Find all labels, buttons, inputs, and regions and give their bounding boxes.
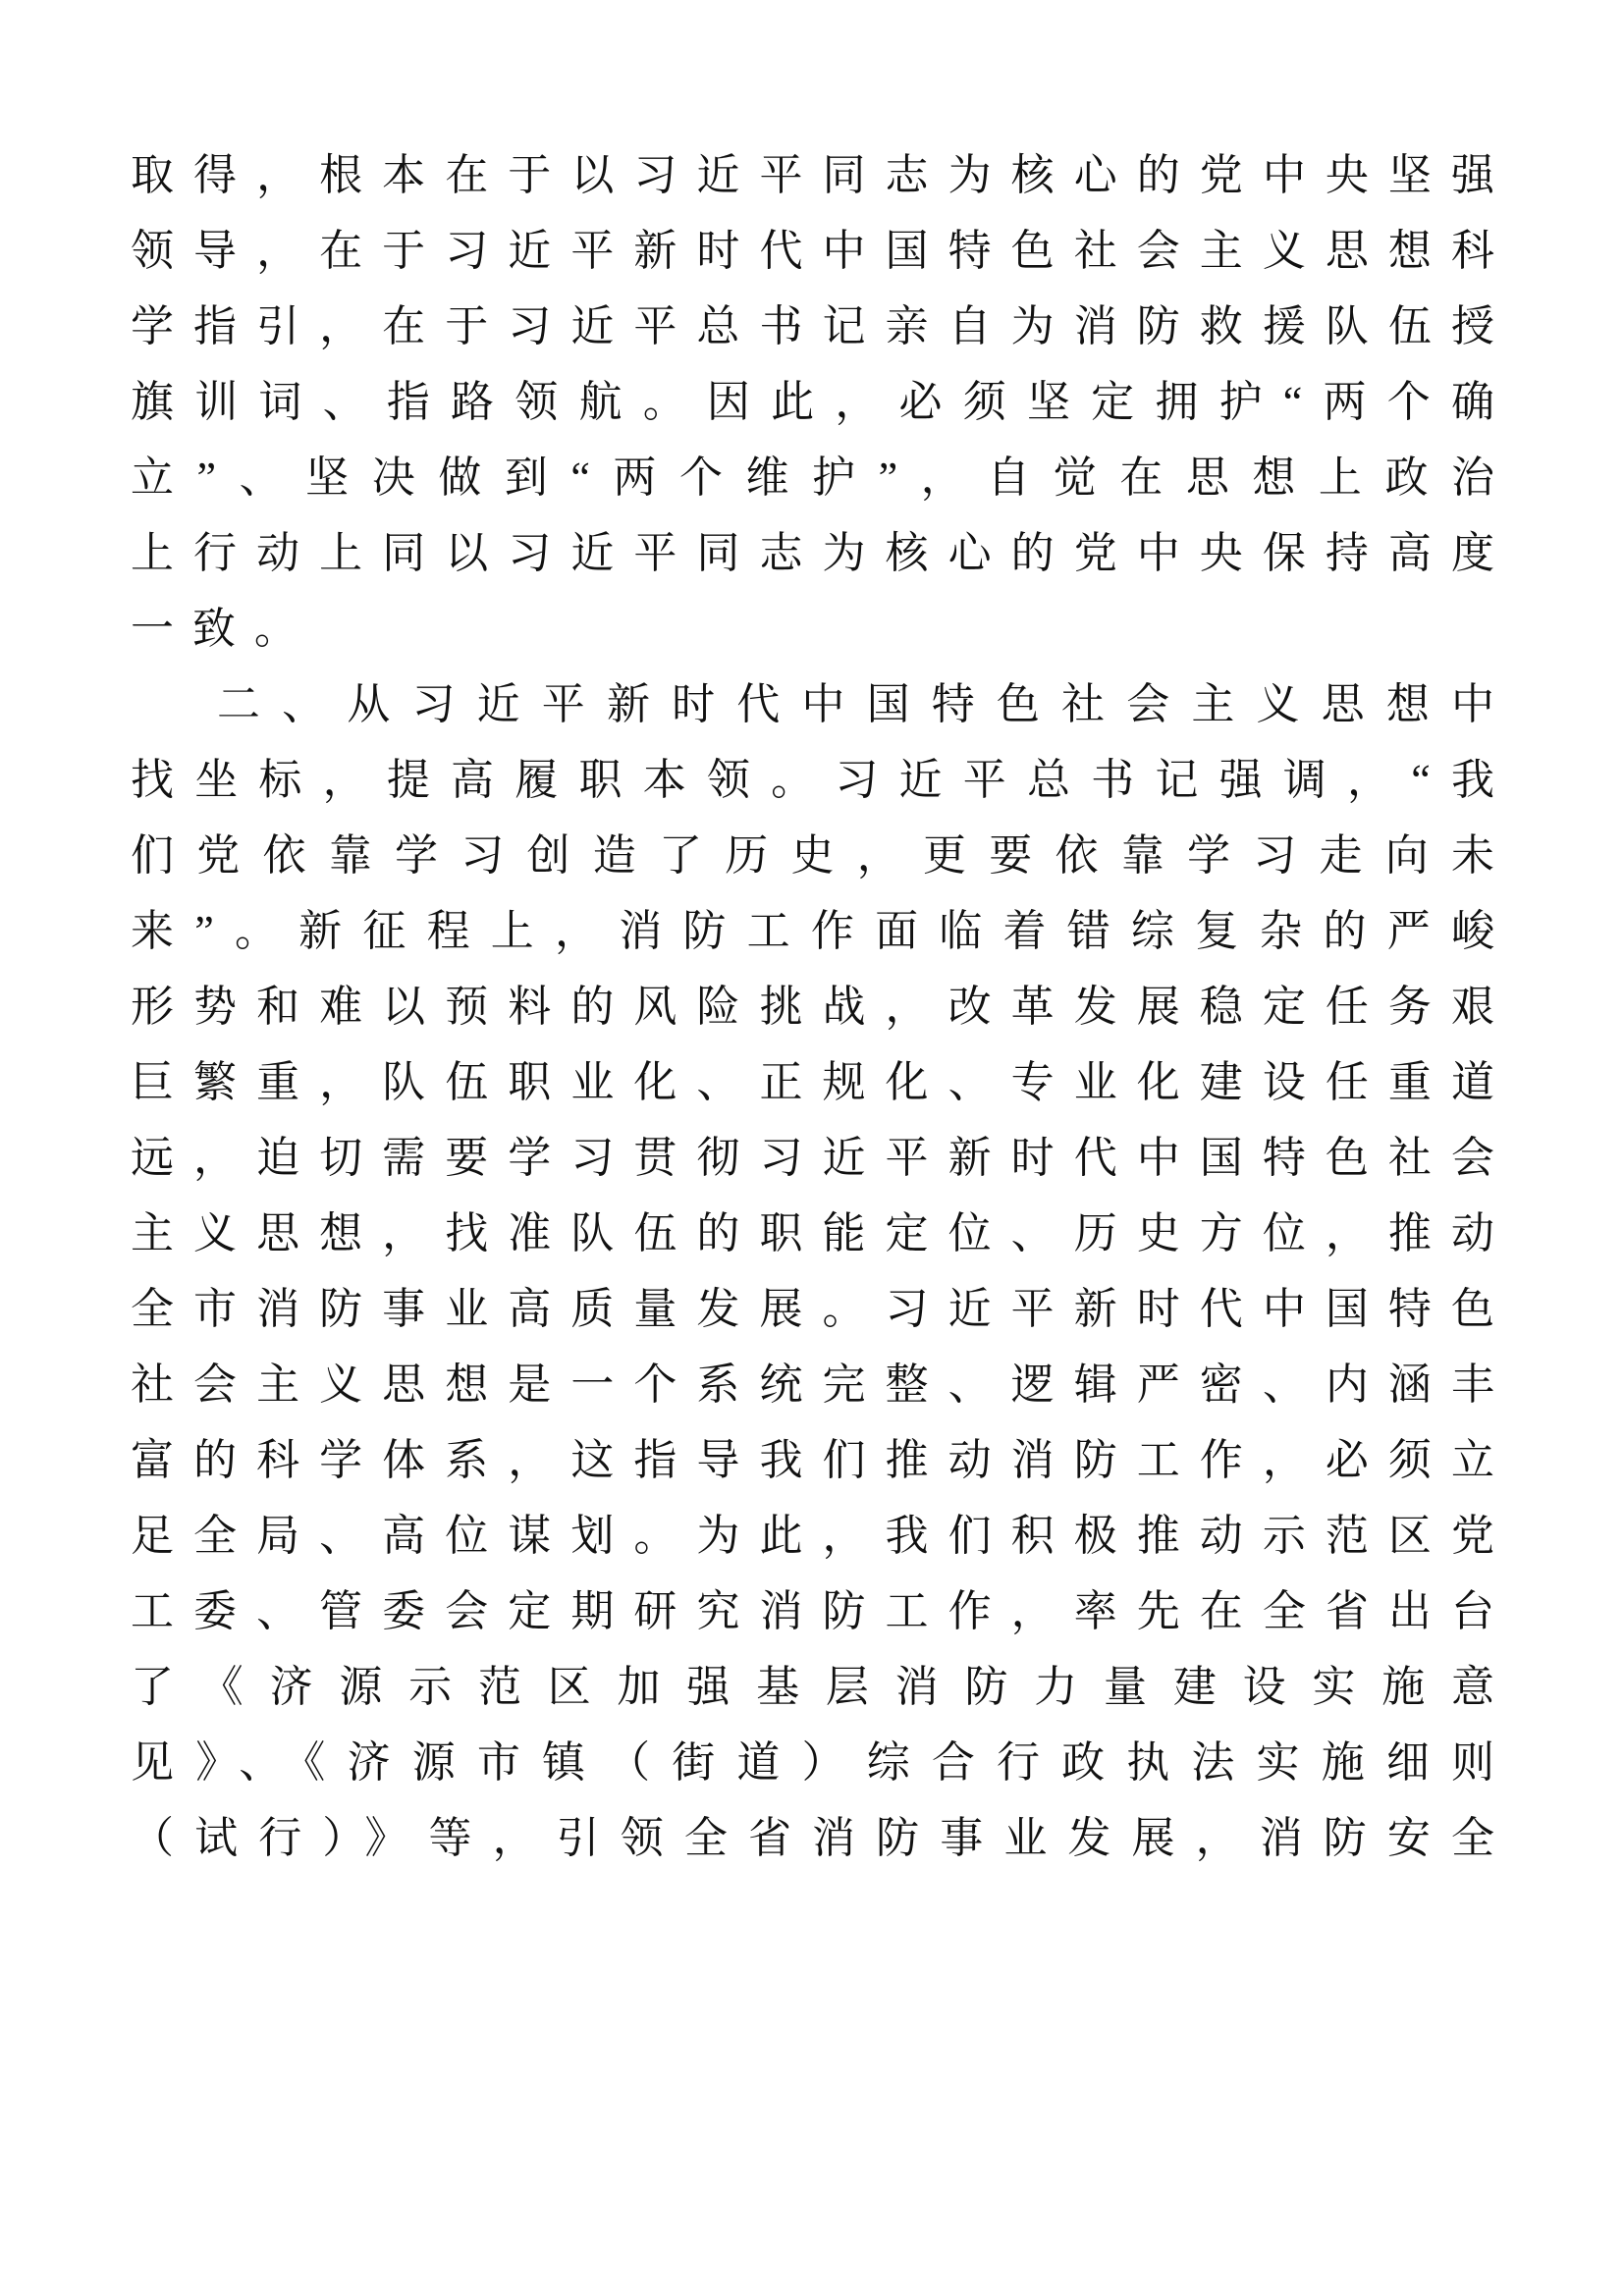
text-line: 见》、《济源市镇（街道）综合行政执法实施细则 xyxy=(131,1738,1513,1787)
text-line: 巨繁重，队伍职业化、正规化、专业化建设任重道 xyxy=(131,1058,1513,1106)
text-line: 立”、坚决做到“两个维护”，自觉在思想上政治 xyxy=(131,454,1513,502)
document-body xyxy=(131,137,1513,1876)
text-line: （试行）》等，引领全省消防事业发展，消防安全 xyxy=(131,1814,1513,1862)
text-line: 上行动上同以习近平同志为核心的党中央保持高度 xyxy=(131,529,1513,577)
text-line: 社会主义思想是一个系统完整、逻辑严密、内涵丰 xyxy=(131,1361,1513,1409)
text-line: 了《济源示范区加强基层消防力量建设实施意 xyxy=(131,1663,1513,1711)
text-line: 形势和难以预料的风险挑战，改革发展稳定任务艰 xyxy=(131,983,1513,1031)
text-line: 一致。 xyxy=(131,605,316,653)
text-line: 二、从习近平新时代中国特色社会主义思想中 xyxy=(217,680,1513,728)
text-line: 旗训词、指路领航。因此，必须坚定拥护“两个确 xyxy=(131,378,1513,426)
text-line: 远，迫切需要学习贯彻习近平新时代中国特色社会 xyxy=(131,1134,1513,1182)
text-line: 取得，根本在于以习近平同志为核心的党中央坚强 xyxy=(131,151,1513,199)
text-line: 找坐标，提高履职本领。习近平总书记强调，“我 xyxy=(131,756,1513,804)
text-line: 工委、管委会定期研究消防工作，率先在全省出台 xyxy=(131,1587,1513,1635)
text-line: 学指引，在于习近平总书记亲自为消防救援队伍授 xyxy=(131,302,1513,350)
text-line: 来”。新征程上，消防工作面临着错综复杂的严峻 xyxy=(131,907,1513,955)
text-line: 们党依靠学习创造了历史，更要依靠学习走向未 xyxy=(131,831,1513,880)
text-line: 足全局、高位谋划。为此，我们积极推动示范区党 xyxy=(131,1512,1513,1560)
text-line: 领导，在于习近平新时代中国特色社会主义思想科 xyxy=(131,227,1513,275)
text-line: 全市消防事业高质量发展。习近平新时代中国特色 xyxy=(131,1285,1513,1333)
text-line: 富的科学体系，这指导我们推动消防工作，必须立 xyxy=(131,1436,1513,1484)
text-line: 主义思想，找准队伍的职能定位、历史方位，推动 xyxy=(131,1209,1513,1257)
